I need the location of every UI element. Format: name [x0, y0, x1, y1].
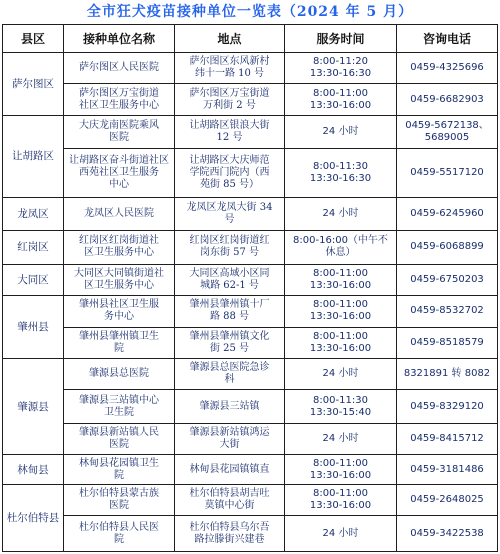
unit-name-cell [64, 115, 175, 149]
unit-name-cell [64, 197, 175, 231]
phone-line: 0459-3181486 [410, 463, 484, 475]
unit-name-cell [64, 296, 175, 327]
service-hours-line: 24 小时 [322, 368, 359, 380]
unit-name-cell [64, 231, 175, 265]
location-cell [175, 516, 285, 552]
phone-line: 0459-6245960 [410, 207, 484, 219]
unit-name-line: 红岗区红岗街道社 [79, 235, 159, 247]
service-hours-line: 8:00-11:00 [313, 87, 368, 99]
unit-name-line: 杜尔伯特县人民医 [79, 521, 159, 533]
county-cell: 让胡路区 [3, 115, 64, 197]
phone-line: 0459-8329120 [410, 400, 484, 412]
location-cell [175, 455, 285, 484]
phone-line: 0459-2648025 [410, 493, 484, 505]
county-cell: 杜尔伯特县 [3, 484, 64, 551]
table-row [3, 264, 498, 295]
unit-name-line: 区卫生服务中心 [84, 247, 154, 259]
phone-cell [397, 359, 498, 390]
unit-name-line: 龙凤区人民医院 [84, 207, 154, 219]
phone-line: 0459-4325696 [410, 62, 484, 74]
unit-name-line: 肇源县新站镇人民 [79, 427, 159, 439]
service-hours-cell [285, 231, 397, 265]
table-row [3, 84, 498, 115]
table-row [3, 115, 498, 149]
table-row [3, 359, 498, 390]
service-hours-cell [285, 484, 397, 515]
unit-name-cell [64, 149, 175, 197]
service-hours-line: 休息） [325, 247, 356, 259]
location-line: 万利街 2 号 [203, 99, 256, 111]
service-hours-line: 8:00-11:00 [313, 457, 368, 469]
unit-name-cell [64, 327, 175, 358]
table-row [3, 484, 498, 515]
phone-cell [397, 115, 498, 149]
phone-line: 0459-6682903 [410, 93, 484, 105]
location-cell [175, 231, 285, 265]
unit-name-line: 院 [114, 469, 124, 481]
unit-name-cell [64, 516, 175, 552]
unit-name-line: 萨尔图区人民医院 [79, 62, 159, 74]
service-hours-cell [285, 516, 397, 552]
phone-line: 8321891 转 8082 [403, 368, 491, 380]
unit-name-cell [64, 390, 175, 424]
phone-cell [397, 231, 498, 265]
location-cell [175, 327, 285, 358]
location-cell [175, 359, 285, 390]
location-line: 路 88 号 [209, 311, 250, 323]
service-hours-line: 13:30-16:30 [309, 173, 372, 185]
phone-cell [397, 197, 498, 231]
unit-name-cell [64, 84, 175, 115]
header-row [3, 25, 498, 53]
phone-cell [397, 53, 498, 84]
service-hours-cell [285, 84, 397, 115]
unit-name-cell [64, 423, 175, 454]
unit-name-line: 医院 [109, 132, 129, 144]
header-location: 地点 [175, 25, 285, 53]
service-hours-line: 13:30-16:00 [309, 469, 372, 481]
county-cell: 萨尔图区 [3, 53, 64, 116]
location-line: 号 [224, 213, 235, 225]
table-row [3, 149, 498, 197]
location-line: 苑街 85 号） [199, 179, 260, 191]
phone-cell [397, 327, 498, 358]
location-cell [175, 53, 285, 84]
service-hours-line: 24 小时 [322, 126, 359, 138]
location-cell [175, 484, 285, 515]
service-hours-line: 13:30-16:00 [309, 342, 372, 354]
phone-cell [397, 84, 498, 115]
header-unit: 接种单位名称 [64, 25, 175, 53]
phone-line: 0459-8518579 [410, 336, 484, 348]
location-line: 街 25 号 [209, 342, 250, 354]
location-line: 让胡路区大庆师范 [189, 155, 270, 167]
unit-name-line: 院 [114, 342, 124, 354]
service-hours-cell [285, 264, 397, 295]
header-hours: 服务时间 [285, 25, 397, 53]
phone-cell [397, 423, 498, 454]
service-hours-cell [285, 149, 397, 197]
county-cell: 红岗区 [3, 231, 64, 265]
location-line: 萨尔图区东风新村 [189, 56, 270, 68]
phone-cell [397, 149, 498, 197]
location-cell [175, 197, 285, 231]
table-row [3, 390, 498, 424]
service-hours-line: 8:00-11:20 [313, 56, 368, 68]
unit-name-cell [64, 53, 175, 84]
location-line: 路拉滕街兴建巷 [194, 533, 265, 545]
phone-line: 0459-8532702 [410, 305, 484, 317]
header-phone: 咨询电话 [397, 25, 498, 53]
unit-name-line: 林甸县花园镇卫生 [79, 457, 159, 469]
location-line: 岗东街 57 号 [199, 247, 260, 259]
location-line: 莫镇中心街 [204, 499, 255, 511]
unit-name-line: 医院 [109, 499, 129, 511]
service-hours-cell [285, 390, 397, 424]
table-row [3, 423, 498, 454]
phone-line: 0459-5672138、 [405, 120, 489, 132]
service-hours-line: 13:30-16:00 [309, 99, 372, 111]
unit-name-line: 肇源县三站镇中心 [79, 394, 159, 406]
service-hours-line: 8:00-11:00 [313, 267, 368, 279]
service-hours-line: 8:00-11:00 [313, 299, 368, 311]
location-line: 大街 [219, 439, 240, 451]
unit-name-line: 肇州县肇州镇卫生 [79, 330, 159, 342]
location-line: 肇源县总医院急诊 [189, 362, 270, 374]
unit-name-line: 中心 [109, 179, 129, 191]
location-line: 萨尔图区万宝街道 [189, 87, 270, 99]
table-row [3, 231, 498, 265]
service-hours-cell [285, 115, 397, 149]
unit-name-line: 大庆龙南医院乘风 [79, 120, 159, 132]
location-cell [175, 149, 285, 197]
service-hours-line: 8:00-11:00 [313, 487, 368, 499]
unit-name-line: 医院 [109, 439, 129, 451]
service-hours-cell [285, 423, 397, 454]
phone-line: 0459-6068899 [410, 241, 484, 253]
unit-name-cell [64, 264, 175, 295]
table-row [3, 296, 498, 327]
service-hours-line: 24 小时 [322, 527, 359, 539]
location-cell [175, 423, 285, 454]
location-line: 肇源县新站镇鸿运 [189, 427, 270, 439]
phone-line: 0459-5517120 [410, 167, 484, 179]
location-line: 大同区高域小区同 [189, 267, 270, 279]
location-cell [175, 264, 285, 295]
service-hours-cell [285, 296, 397, 327]
location-line: 肇州县肇州镇十厂 [189, 299, 270, 311]
phone-cell [397, 516, 498, 552]
county-cell: 肇源县 [3, 359, 64, 455]
phone-cell [397, 264, 498, 295]
phone-line: 5689005 [424, 132, 470, 144]
service-hours-line: 8:00-11:00 [313, 330, 368, 342]
county-cell: 龙凤区 [3, 197, 64, 231]
service-hours-line: 8:00-11:30 [313, 394, 368, 406]
location-line: 红岗区红岗街道红 [189, 235, 270, 247]
unit-name-line: 社区卫生服务中心 [79, 99, 159, 111]
unit-name-line: 让胡路区奋斗街道社区 [69, 155, 169, 167]
page-title: 全市狂犬疫苗接种单位一览表（2024 年 5 月） [86, 4, 414, 20]
table-row [3, 197, 498, 231]
phone-line: 0459-6750203 [410, 273, 484, 285]
location-cell [175, 84, 285, 115]
service-hours-line: 8:00-11:30 [313, 161, 368, 173]
unit-name-line: 萨尔图区万宝街道 [79, 87, 159, 99]
vaccination-sites-table [2, 24, 498, 552]
service-hours-cell [285, 455, 397, 484]
unit-name-line: 院 [114, 533, 124, 545]
location-line: 杜尔伯特县乌尔吾 [189, 521, 270, 533]
table-row [3, 327, 498, 358]
service-hours-line: 8:00-16:00（中午不 [293, 235, 388, 247]
location-line: 让胡路区银浪大街 [189, 120, 270, 132]
location-line: 肇州县肇州镇文化 [189, 330, 270, 342]
location-line: 纬十一路 10 号 [194, 68, 265, 80]
phone-cell [397, 484, 498, 515]
unit-name-line: 大同区大同镇街道社 [74, 267, 164, 279]
phone-line: 0459-8415712 [410, 433, 484, 445]
service-hours-line: 24 小时 [322, 433, 359, 445]
location-line: 科 [224, 374, 235, 386]
location-line: 杜尔伯特县胡吉吐 [189, 487, 270, 499]
unit-name-line: 杜尔伯特县蒙古族 [79, 487, 159, 499]
location-line: 龙凤区龙凤大街 34 [186, 201, 273, 213]
location-line: 12 号 [216, 132, 243, 144]
table-row [3, 53, 498, 84]
county-cell: 大同区 [3, 264, 64, 295]
service-hours-line: 13:30-16:00 [309, 499, 372, 511]
unit-name-cell [64, 484, 175, 515]
unit-name-line: 卫生院 [104, 406, 134, 418]
county-cell: 肇州县 [3, 296, 64, 359]
location-line: 学院西门院内（西 [189, 167, 270, 179]
unit-name-cell [64, 455, 175, 484]
unit-name-line: 区卫生服务中心 [84, 279, 154, 291]
table-row [3, 516, 498, 552]
location-line: 林甸县花园镇镇直 [189, 463, 270, 475]
service-hours-cell [285, 327, 397, 358]
service-hours-cell [285, 53, 397, 84]
unit-name-line: 西苑社区卫生服务 [79, 167, 159, 179]
phone-line: 0459-3422538 [410, 527, 484, 539]
phone-cell [397, 390, 498, 424]
unit-name-line: 肇州县社区卫生服 [79, 299, 159, 311]
unit-name-cell [64, 359, 175, 390]
location-cell [175, 390, 285, 424]
county-cell: 林甸县 [3, 455, 64, 484]
table-row [3, 455, 498, 484]
service-hours-line: 13:30-15:40 [309, 406, 372, 418]
service-hours-line: 13:30-16:00 [309, 279, 372, 291]
service-hours-line: 24 小时 [322, 207, 359, 219]
phone-cell [397, 296, 498, 327]
service-hours-line: 13:30-16:30 [309, 68, 372, 80]
service-hours-cell [285, 359, 397, 390]
service-hours-line: 13:30-16:00 [309, 311, 372, 323]
location-line: 肇源县三站镇 [199, 400, 260, 412]
unit-name-line: 务中心 [104, 311, 134, 323]
phone-cell [397, 455, 498, 484]
service-hours-cell [285, 197, 397, 231]
header-county: 县区 [3, 25, 64, 53]
location-cell [175, 115, 285, 149]
unit-name-line: 肇源县总医院 [89, 368, 149, 380]
location-cell [175, 296, 285, 327]
location-line: 城路 62-1 号 [200, 279, 259, 291]
